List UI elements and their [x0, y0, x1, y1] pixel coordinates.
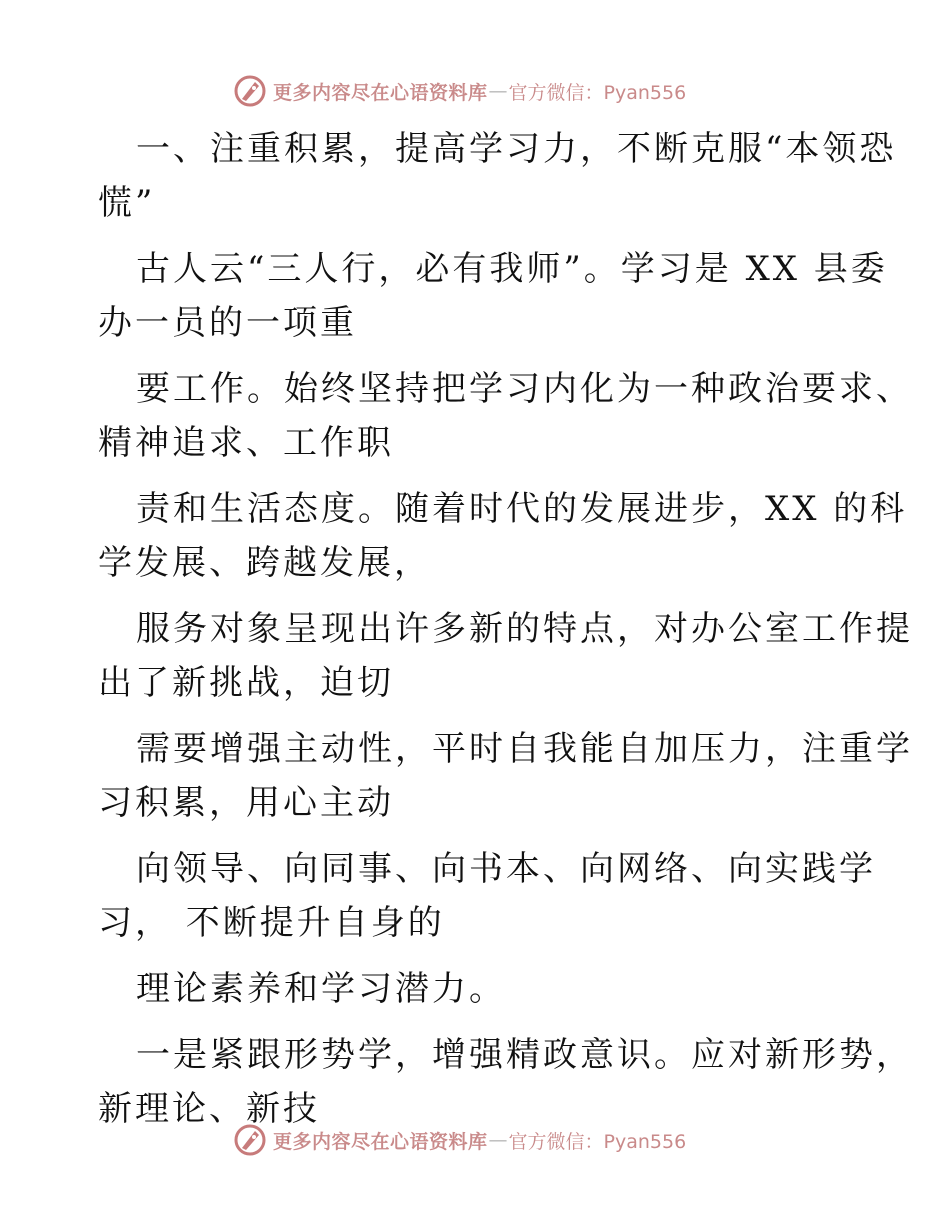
watermark-brand: 更多内容尽在心语资料库	[273, 81, 488, 104]
paragraph-line: 向领导、向同事、向书本、向网络、向实践学	[136, 849, 876, 889]
paragraph-line: 新理论、新技	[98, 1089, 320, 1129]
paragraph-line: 习， 不断提升自身的	[98, 903, 445, 943]
paragraph-line: 要工作。始终坚持把学习内化为一种政治要求、	[136, 369, 913, 409]
section-heading-line-2: 慌”	[98, 183, 156, 223]
paragraph-line: 一是紧跟形势学，增强精政意识。应对新形势，	[136, 1035, 913, 1075]
paragraph-line: 古人云“三人行，必有我师”。学习是 XX 县委	[136, 249, 888, 289]
watermark-contact: 官方微信：Pyan556	[508, 81, 687, 104]
pen-nib-logo-icon	[233, 74, 267, 108]
paragraph-line: 理论素养和学习潜力。	[136, 969, 506, 1009]
header-watermark	[233, 73, 753, 109]
watermark-brand: 更多内容尽在心语资料库	[273, 1130, 488, 1153]
paragraph-line: 办一员的一项重	[98, 303, 357, 343]
paragraph-line: 责和生活态度。随着时代的发展进步，XX 的科	[136, 489, 908, 529]
paragraph-line: 出了新挑战，迫切	[98, 663, 394, 703]
watermark-separator: —	[488, 80, 508, 102]
paragraph-line: 习积累，用心主动	[98, 783, 394, 823]
footer-watermark	[233, 1122, 753, 1158]
paragraph-line: 精神追求、工作职	[98, 423, 394, 463]
document-body	[98, 122, 913, 1136]
paragraph-line: 学发展、跨越发展，	[98, 543, 431, 583]
watermark-contact: 官方微信：Pyan556	[508, 1130, 687, 1153]
section-heading-line-1: 一、注重积累，提高学习力，不断克服“本领恐	[136, 129, 897, 169]
pen-nib-logo-icon	[233, 1123, 267, 1157]
paragraph-line: 服务对象呈现出许多新的特点，对办公室工作提	[136, 609, 913, 649]
paragraph-line: 需要增强主动性，平时自我能自加压力，注重学	[136, 729, 913, 769]
watermark-separator: —	[488, 1129, 508, 1151]
